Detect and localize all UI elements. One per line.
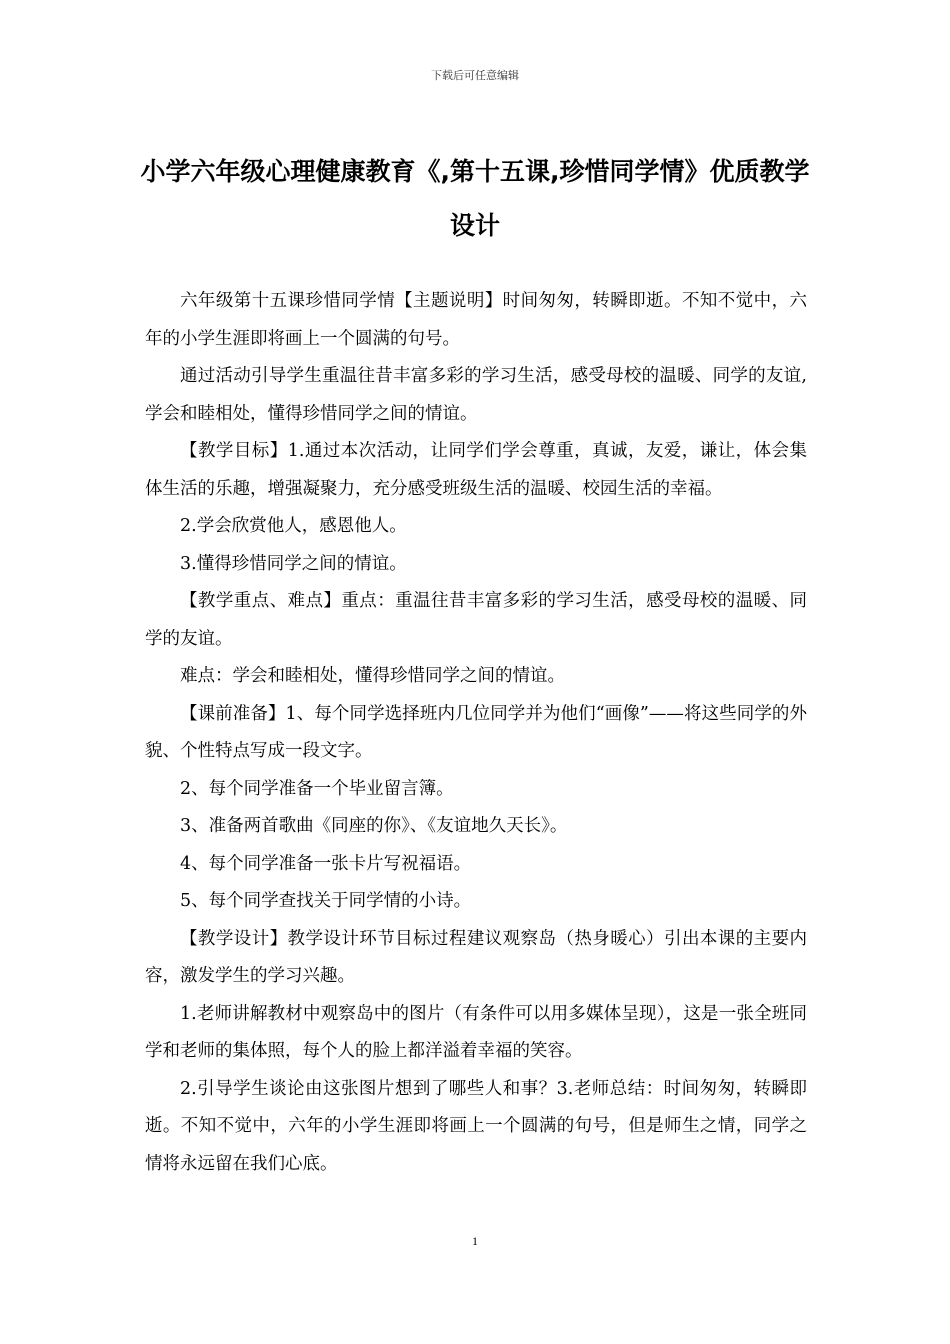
paragraph: 4、每个同学准备一张卡片写祝福语。 xyxy=(180,853,472,874)
header-note: 下载后可任意编辑 xyxy=(431,69,519,82)
document-body xyxy=(145,283,807,1183)
paragraph: 【课前准备】1、每个同学选择班内几位同学并为他们“画像”——将这些同学的外貌、个性特点写成一段文字。 xyxy=(145,703,807,761)
paragraph: 1.老师讲解教材中观察岛中的图片（有条件可以用多媒体呈现），这是一张全班同学和老师的集体照，每个人的脸上都洋溢着幸福的笑容。 xyxy=(145,1003,807,1061)
paragraph: 【教学设计】教学设计环节目标过程建议观察岛（热身暖心）引出本课的主要内容，激发学生的学习兴趣。 xyxy=(145,928,807,986)
document-title: 小学六年级心理健康教育《,第十五课,珍惜同学情》优质教学设计 xyxy=(140,157,810,240)
paragraph: 2.学会欣赏他人，感恩他人。 xyxy=(180,516,407,536)
paragraph: 5、每个同学查找关于同学情的小诗。 xyxy=(180,891,472,911)
paragraph: 3.懂得珍惜同学之间的情谊。 xyxy=(180,553,407,574)
paragraph: 【教学目标】1.通过本次活动，让同学们学会尊重，真诚，友爱，谦让，体会集体生活的乐趣，增强凝聚力，充分感受班级生活的温暖、校园生活的幸福。 xyxy=(145,441,807,499)
paragraph: 2、每个同学准备一个毕业留言簿。 xyxy=(180,778,454,799)
paragraph: 3、准备两首歌曲《同座的你》、《友谊地久天长》。 xyxy=(180,816,568,836)
paragraph: 通过活动引导学生重温往昔丰富多彩的学习生活，感受母校的温暖、同学的友谊,学会和睦相处，懂得珍惜同学之间的情谊。 xyxy=(145,366,807,424)
paragraph: 难点：学会和睦相处，懂得珍惜同学之间的情谊。 xyxy=(180,666,565,686)
paragraph: 【教学重点、难点】重点：重温往昔丰富多彩的学习生活，感受母校的温暖、同学的友谊。 xyxy=(145,591,807,649)
paragraph: 六年级第十五课珍惜同学情【主题说明】时间匆匆，转瞬即逝。不知不觉中，六年的小学生涯即将画上一个圆满的句号。 xyxy=(145,291,807,349)
page-number: 1 xyxy=(472,1234,478,1248)
paragraph: 2.引导学生谈论由这张图片想到了哪些人和事？3.老师总结：时间匆匆，转瞬即逝。不知不觉中，六年的小学生涯即将画上一个圆满的句号，但是师生之情，同学之情将永远留在我们心底。 xyxy=(145,1078,807,1174)
